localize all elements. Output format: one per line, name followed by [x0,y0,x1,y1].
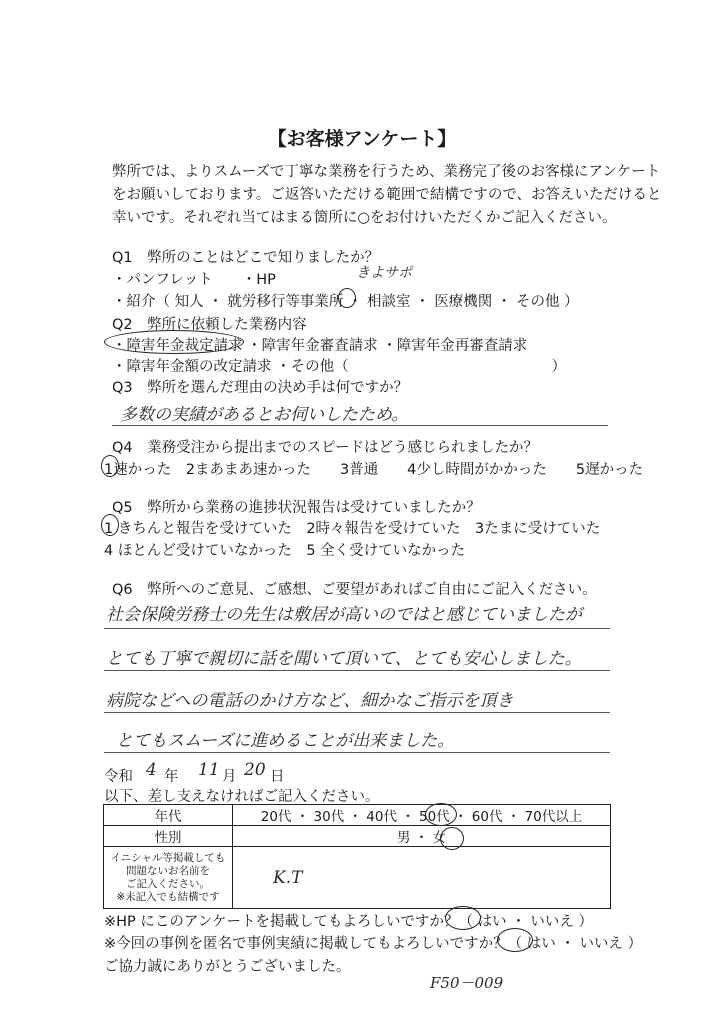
intro-line-3: 幸いです。それぞれ当てはまる箇所に○をお付けいただくかご記入ください。 [112,210,617,226]
q5-question: Q5 弊所から業務の進捗状況報告は受けていましたか？ [112,500,481,516]
date-era-label: 令和 [104,769,133,785]
intro-line-2: をお願いしております。ご返答いただける範囲で結構ですので、お答えいただけると [112,187,662,203]
q3-question: Q3 弊所を選んだ理由の決め手は何ですか？ [112,380,409,396]
initials-label-line: ※未記入でも結構です [116,890,220,903]
q1-question: Q1 弊所のことはどこで知りましたか？ [112,250,380,266]
q5-options-line-2: 4 ほとんど受けていなかった 5 全く受けていなかった [104,543,466,559]
answer-circle-mark [338,288,356,308]
thanks-message: ご協力誠にありがとうございました。 [104,959,351,975]
answer-circle-mark [497,928,533,952]
respondent-info-table [103,804,611,909]
date-year-label: 年 [164,769,179,785]
answer-circle-mark [425,803,457,826]
answer-line [112,425,608,426]
answer-line [104,628,610,629]
q6-answer-line-2: とても丁寧で親切に話を聞いて頂いて、とても安心しました。 [106,649,582,669]
initials-label-line: イニシャル等掲載しても [110,851,226,864]
gender-options: 男 ・ 女 [233,826,611,847]
q2-options-line-2: ・障害年金額の改定請求 ・その他（ ） [112,359,567,375]
table-intro: 以下、差し支えなければご記入ください。 [104,789,380,805]
date-month-label: 月 [222,769,237,785]
age-options: 20代 ・ 30代 ・ 40代 ・ 50代 ・ 60代 ・ 70代以上 [233,805,611,826]
answer-circle-mark [101,514,119,536]
page-title: 【お客様アンケート】 [267,128,457,150]
q1-options-line-1: ・パンフレット ・HP [112,272,276,288]
consent-hp: ※HP にこのアンケートを掲載してもよろしいですか？（ はい ・ いいえ ） [104,914,593,930]
date-day: 20 [244,760,266,780]
q4-question: Q4 業務受注から提出までのスピードはどう感じられましたか？ [112,440,539,456]
q1-options-line-2: ・紹介（ 知人 ・ 就労移行等事業所 ・ 相談室 ・ 医療機関 ・ その他 ） [112,294,579,310]
age-label: 年代 [104,805,233,826]
q6-question: Q6 弊所へのご意見、ご感想、ご要望があればご自由にご記入ください。 [112,582,597,598]
q6-answer-line-4: とてもスムーズに進めることが出来ました。 [116,731,455,751]
q2-question: Q2 弊所に依頼した業務内容 [112,317,307,333]
answer-line [104,712,610,713]
q6-answer-line-3: 病院などへの電話のかけ方など、細かなご指示を頂き [106,691,514,711]
gender-label: 性別 [104,826,233,847]
q4-options: 1速かった 2まあまあ速かった 3普通 4少し時間がかかった 5遅かった [104,462,644,478]
answer-circle-mark [440,827,464,850]
initials-label-line: ご記入ください。 [126,877,210,890]
consent-case-study: ※今回の事例を匿名で事例実績に掲載してもよろしいですか？（ はい ・ いいえ ） [104,936,643,952]
initials-label [104,847,233,909]
initials-value: K.T [273,867,303,888]
q6-answer-line-1: 社会保険労務士の先生は敷居が高いのではと感じていましたが [106,605,582,625]
q5-options-line-1: 1 きちんと報告を受けていた 2時々報告を受けていた 3たまに受けていた [104,521,601,537]
q3-answer: 多数の実績があるとお伺いしたため。 [120,405,409,425]
answer-circle-mark [445,906,481,930]
answer-line [104,670,610,671]
q1-handwritten-note: きよサポ [356,265,412,281]
answer-circle-mark [101,455,119,477]
date-month: 11 [198,760,220,780]
date-day-label: 日 [270,769,285,785]
q2-options-line-1: ・障害年金裁定請求 ・障害年金審査請求 ・障害年金再審査請求 [112,338,528,354]
date-year: 4 [146,760,157,780]
document-code: F50－009 [430,974,504,992]
initials-label-line: 問題ないお名前を [126,864,210,877]
answer-line [104,752,610,753]
answer-circle-mark [104,330,244,354]
intro-line-1: 弊所では、よりスムーズで丁寧な業務を行うため、業務完了後のお客様にアンケート [112,164,661,180]
